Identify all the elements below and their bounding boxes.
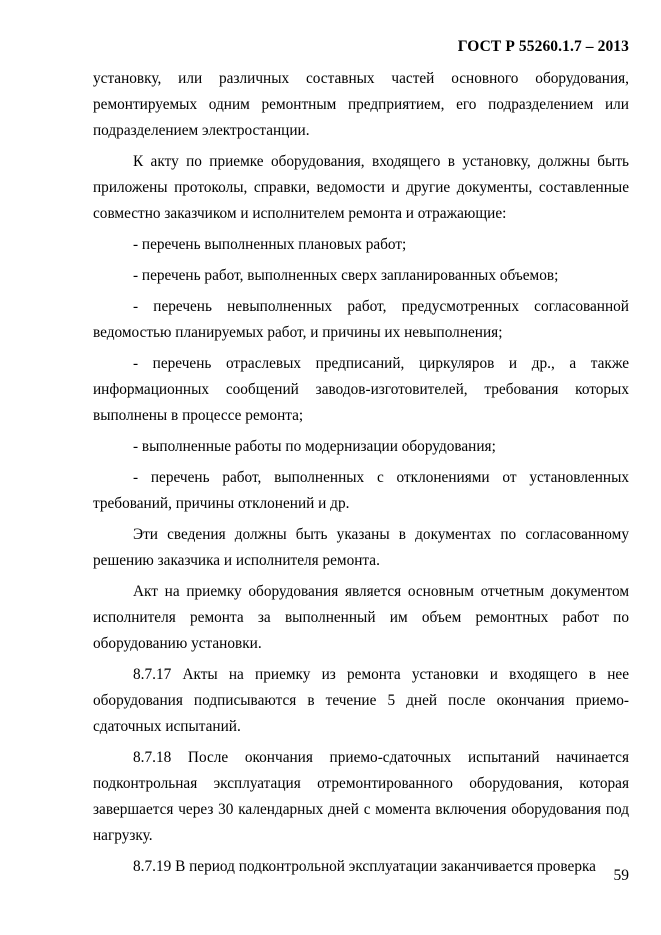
list-item-industry-orders: - перечень отраслевых предписаний, циркуляров и др., а также информационных сообщений заводов-изготовителей, требования которых выполнены в процессе ремонта; xyxy=(93,355,629,424)
list-item-extra-works: - перечень работ, выполненных сверх запланированных объемов; xyxy=(133,267,559,284)
list-item-deviations: - перечень работ, выполненных с отклонениями от установленных требований, причины отклонений и др. xyxy=(93,469,629,512)
page-number: 59 xyxy=(613,867,629,884)
document-body xyxy=(93,66,629,880)
paragraph-act-attachments: К акту по приемке оборудования, входящего в установку, должны быть приложены протоколы, справки, ведомости и другие документы, составленные совместно заказчиком и исполнителем ремонта и отражающие: xyxy=(93,153,629,222)
clause-8-7-17: 8.7.17 Акты на приемку из ремонта установки и входящего в нее оборудования подписываются в течение 5 дней после окончания приемо-сдаточных испытаний. xyxy=(93,666,629,735)
clause-8-7-19: 8.7.19 В период подконтрольной эксплуатации заканчивается проверка xyxy=(133,858,596,875)
list-item-planned-works: - перечень выполненных плановых работ; xyxy=(133,236,407,253)
paragraph-documents-note: Эти сведения должны быть указаны в документах по согласованному решению заказчика и исполнителя ремонта. xyxy=(93,526,629,569)
list-item-unfinished-works: - перечень невыполненных работ, предусмотренных согласованной ведомостью планируемых работ, и причины их невыполнения; xyxy=(93,298,629,341)
list-item-modernization: - выполненные работы по модернизации оборудования; xyxy=(133,438,496,455)
paragraph-continuation: установку, или различных составных частей основного оборудования, ремонтируемых одним ремонтным предприятием, его подразделением или подразделением электростанции. xyxy=(93,70,629,139)
clause-8-7-18: 8.7.18 После окончания приемо-сдаточных испытаний начинается подконтрольная эксплуатация отремонтированного оборудования, которая завершается через 30 календарных дней с момента включения оборудования под нагрузку. xyxy=(93,749,629,844)
document-header: ГОСТ Р 55260.1.7 – 2013 xyxy=(457,38,629,55)
paragraph-acceptance-act: Акт на приемку оборудования является основным отчетным документом исполнителя ремонта за выполненный им объем ремонтных работ по оборудованию установки. xyxy=(93,583,629,652)
